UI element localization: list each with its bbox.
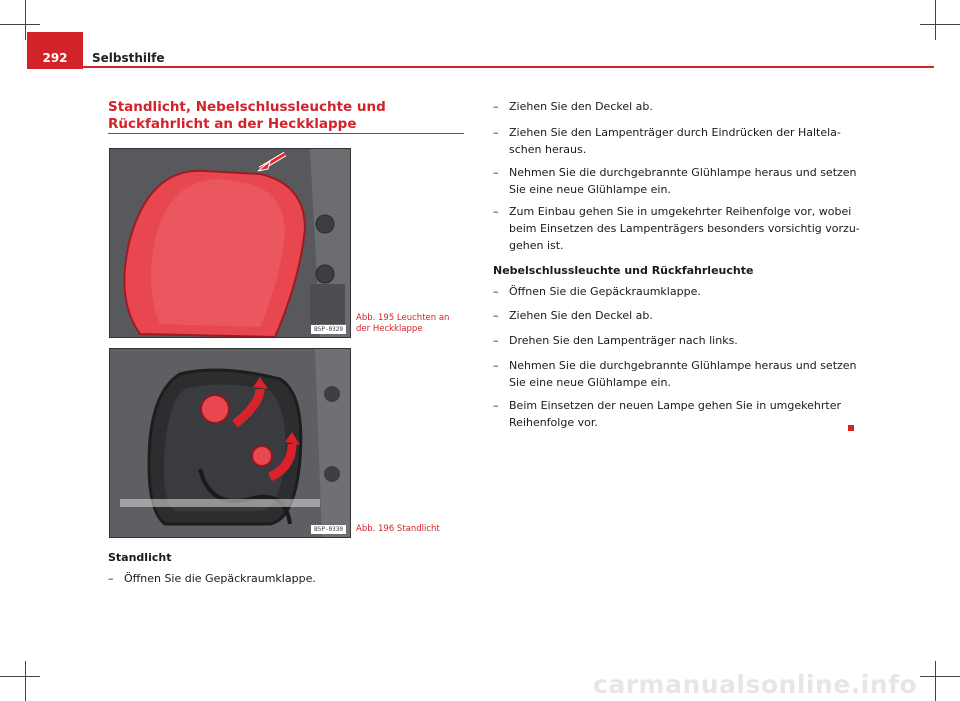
list-item-text: Ziehen Sie den Lampenträger durch Eindrücken der Haltela- schen heraus. (509, 126, 841, 156)
section-end-marker (848, 425, 854, 431)
figure-196-image (109, 348, 351, 538)
figure-195-caption: Abb. 195 Leuchten an der Heckklappe (356, 313, 450, 334)
crop-mark (25, 0, 26, 40)
crop-mark (935, 0, 936, 40)
lamp-holder-illustration (110, 349, 350, 537)
list-item (493, 98, 864, 115)
bullet-dash: – (493, 399, 499, 412)
figure-code: B5P-0329 (311, 325, 346, 334)
list-item (493, 397, 844, 431)
bullet-dash: – (493, 100, 499, 113)
list-item (493, 357, 861, 391)
bullet-dash: – (493, 334, 499, 347)
crop-mark (25, 661, 26, 701)
crop-mark (920, 676, 960, 677)
bullet-dash: – (493, 205, 499, 218)
list-item-text: Öffnen Sie die Gepäckraumklappe. (124, 572, 316, 585)
figure-195-image (109, 148, 351, 338)
header-rule (27, 66, 934, 68)
subheading-nebelschlussleuchte: Nebelschlussleuchte und Rückfahrleuchte (493, 264, 754, 277)
list-item-text: Nehmen Sie die durchgebrannte Glühlampe heraus und setzen Sie eine neue Glühlampe ein. (509, 166, 857, 196)
list-item-text: Beim Einsetzen der neuen Lampe gehen Sie in umgekehrter Reihenfolge vor. (509, 399, 841, 429)
list-item (108, 570, 474, 587)
list-item-text: Öffnen Sie die Gepäckraumklappe. (509, 285, 701, 298)
section-title: Standlicht, Nebelschlussleuchte und Rückfahrlicht an der Heckklappe (108, 99, 386, 132)
list-item-text: Zum Einbau gehen Sie in umgekehrter Reihenfolge vor, wobei beim Einsetzen des Lampenträgers besonders vorsichtig vorzu- gehen ist. (509, 205, 860, 252)
bullet-dash: – (493, 309, 499, 322)
bullet-dash: – (493, 359, 499, 372)
list-item (493, 283, 864, 300)
bullet-dash: – (493, 285, 499, 298)
bullet-dash: – (493, 126, 499, 139)
crop-mark (0, 24, 40, 25)
crop-mark (920, 24, 960, 25)
figure-code: B5P-0330 (311, 525, 346, 534)
crop-mark (935, 661, 936, 701)
list-item-text: Drehen Sie den Lampenträger nach links. (509, 334, 738, 347)
crop-mark (0, 676, 40, 677)
bullet-dash: – (108, 572, 114, 585)
watermark: carmanualsonline.info (593, 670, 918, 699)
list-item-text: Ziehen Sie den Deckel ab. (509, 100, 653, 113)
tailgate-cover-illustration (110, 149, 350, 337)
page-number: 292 (42, 51, 68, 65)
list-item (493, 203, 864, 254)
list-item (493, 124, 844, 158)
list-item-text: Ziehen Sie den Deckel ab. (509, 309, 653, 322)
section-rule (108, 133, 464, 134)
chapter-title: Selbsthilfe (92, 51, 165, 65)
list-item-text: Nehmen Sie die durchgebrannte Glühlampe heraus und setzen Sie eine neue Glühlampe ein. (509, 359, 857, 389)
page-number-box (27, 32, 83, 69)
figure-196-caption: Abb. 196 Standlicht (356, 524, 440, 534)
list-item (493, 164, 861, 198)
list-item (493, 307, 864, 324)
bullet-dash: – (493, 166, 499, 179)
list-item (493, 332, 864, 349)
subheading-standlicht: Standlicht (108, 551, 172, 564)
